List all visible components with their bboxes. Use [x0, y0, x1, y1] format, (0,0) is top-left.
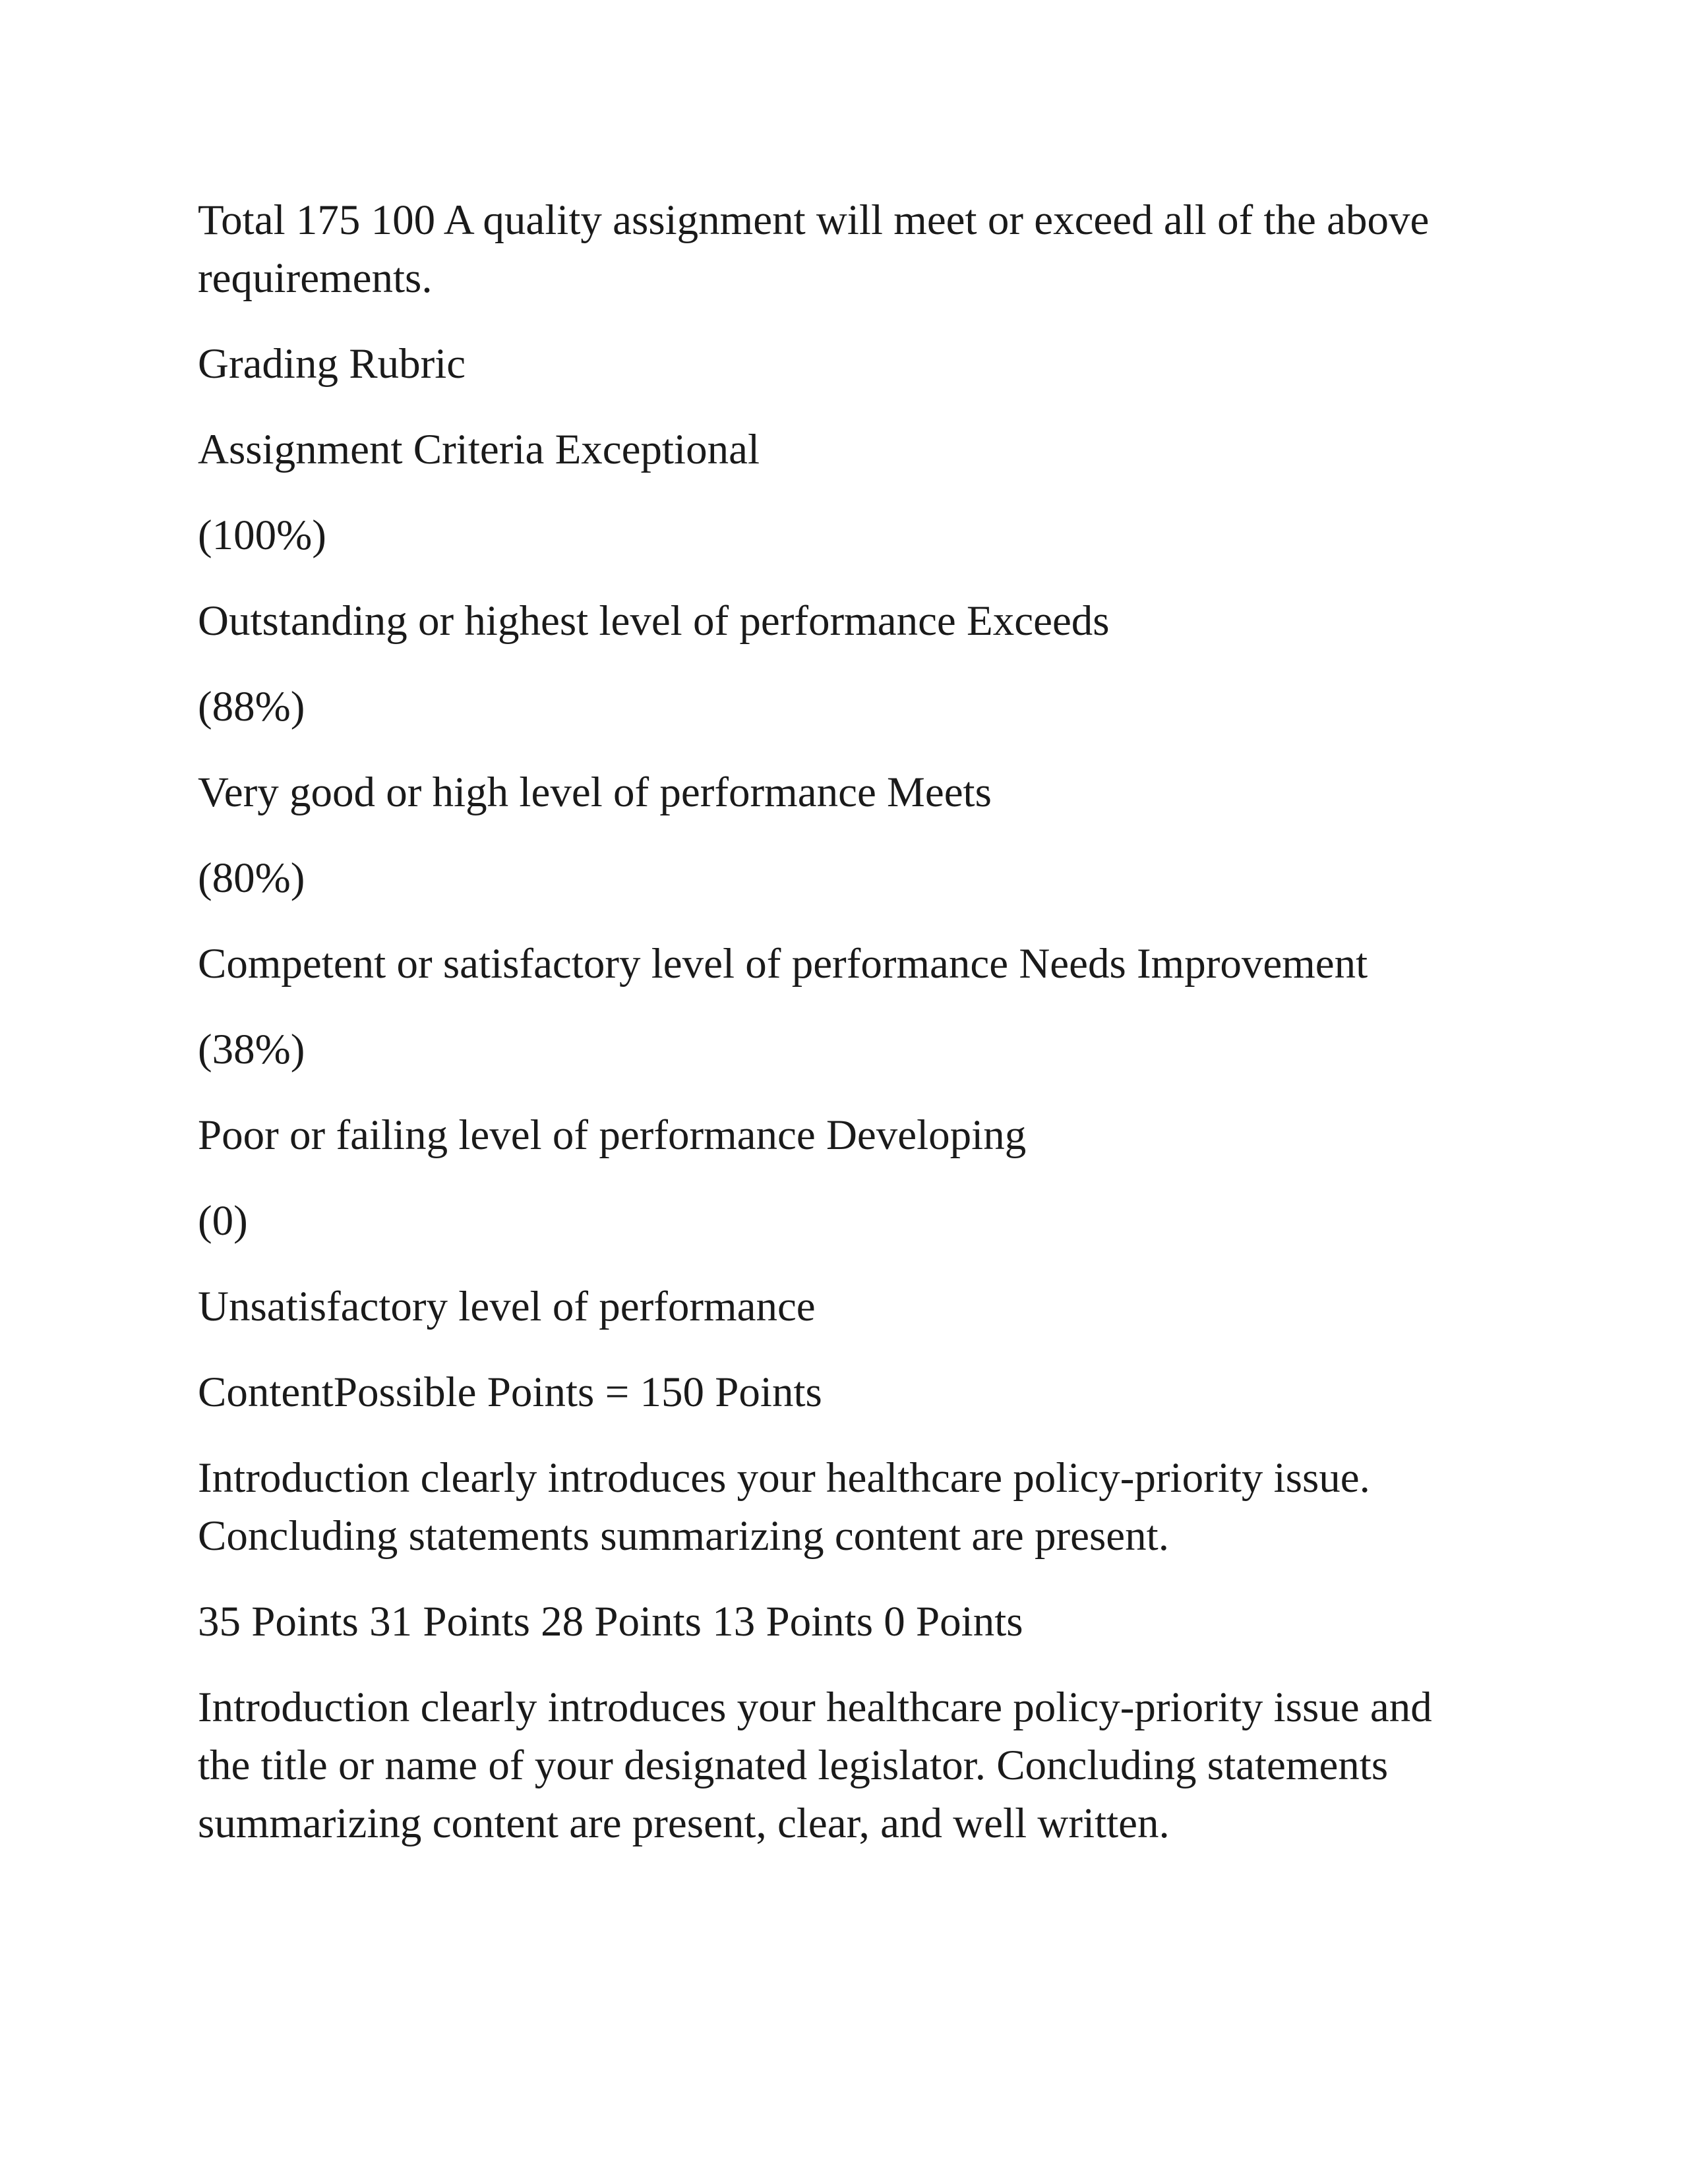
rubric-heading: Grading Rubric: [198, 340, 466, 388]
content-possible-points: ContentPossible Points = 150 Points: [198, 1369, 822, 1416]
needs-improvement-percent: (38%): [198, 1026, 305, 1073]
document-body: [198, 191, 1490, 1880]
developing-percent: (0): [198, 1197, 248, 1245]
exceptional-description: Outstanding or highest level of performance Exceeds: [198, 597, 1110, 645]
needs-improvement-description: Poor or failing level of performance Developing: [198, 1111, 1027, 1159]
criteria-exceptional: Assignment Criteria Exceptional: [198, 426, 760, 473]
developing-description: Unsatisfactory level of performance: [198, 1283, 816, 1330]
points-row: 35 Points 31 Points 28 Points 13 Points 0 Points: [198, 1598, 1023, 1645]
introduction-criterion: Introduction clearly introduces your healthcare policy-priority issue. Concluding statements summarizing content are present.: [198, 1454, 1370, 1560]
exceeds-percent: (88%): [198, 683, 305, 730]
exceeds-description: Very good or high level of performance Meets: [198, 769, 992, 816]
meets-percent: (80%): [198, 854, 305, 902]
exceptional-percent: (100%): [198, 512, 326, 559]
meets-description: Competent or satisfactory level of performance Needs Improvement: [198, 940, 1368, 988]
total-statement: Total 175 100 A quality assignment will meet or exceed all of the above requirements.: [198, 196, 1430, 302]
introduction-exceptional-description: Introduction clearly introduces your healthcare policy-priority issue and the title or name of your designated legislator. Concluding statements summarizing content are present, clear, and well written.: [198, 1684, 1432, 1847]
